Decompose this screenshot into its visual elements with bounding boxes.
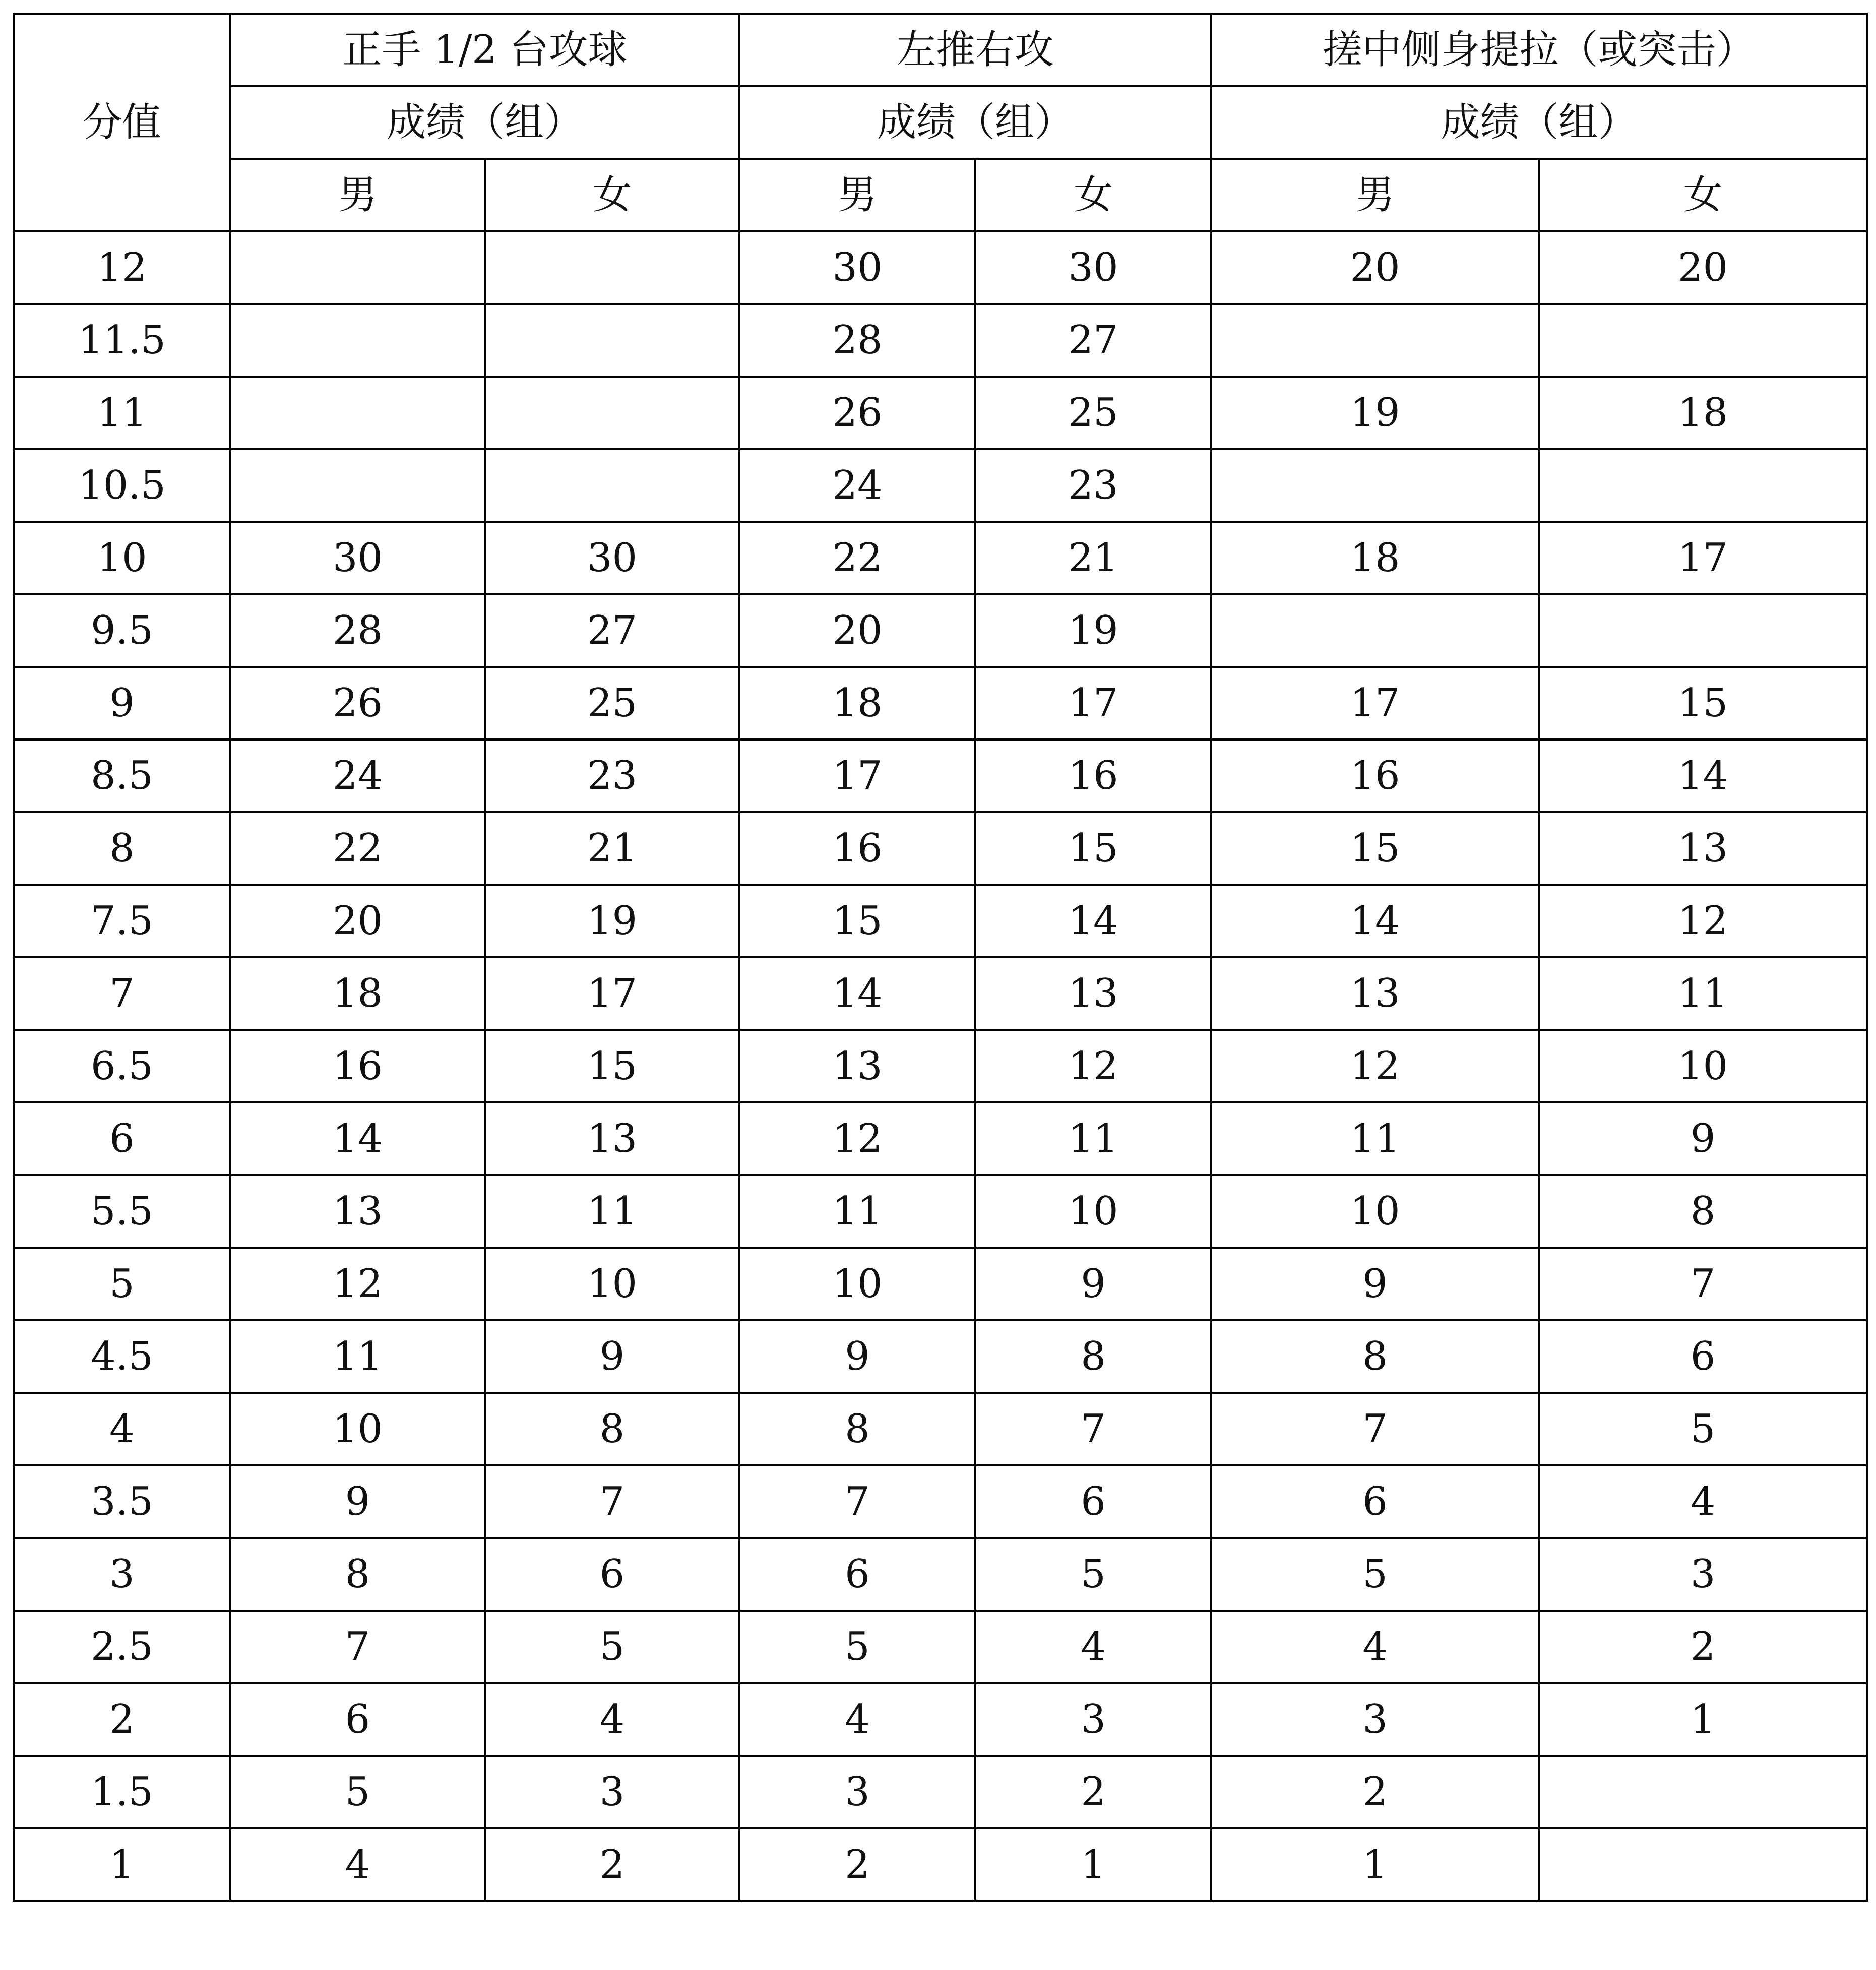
score-cell: 3 [14,1538,230,1611]
score-cell: 8 [14,812,230,885]
result-cell: 6 [485,1538,739,1611]
result-cell [1539,594,1867,667]
result-cell: 9 [739,1320,975,1393]
table-row [14,522,1867,594]
result-cell: 30 [485,522,739,594]
result-cell: 8 [975,1320,1211,1393]
result-cell: 1 [1211,1828,1539,1901]
table-row [14,1756,1867,1828]
gender-label-male: 男 [230,159,485,231]
result-cell: 4 [485,1683,739,1756]
score-cell: 3.5 [14,1465,230,1538]
result-cell: 21 [975,522,1211,594]
result-cell: 7 [1211,1393,1539,1465]
result-cell: 21 [485,812,739,885]
result-cell: 3 [1539,1538,1867,1611]
result-cell: 28 [230,594,485,667]
result-cell: 11 [485,1175,739,1248]
score-cell: 6 [14,1102,230,1175]
result-cell: 1 [975,1828,1211,1901]
result-cell: 13 [1539,812,1867,885]
group-title-forehand: 正手 1/2 台攻球 [230,14,739,86]
result-cell: 7 [230,1611,485,1683]
score-table [13,13,1868,1902]
score-cell: 9.5 [14,594,230,667]
result-cell: 7 [485,1465,739,1538]
table-row [14,1683,1867,1756]
table-row [14,1175,1867,1248]
group-title-push-attack: 左推右攻 [739,14,1211,86]
table-row [14,1248,1867,1320]
score-cell: 4 [14,1393,230,1465]
table-row [14,1320,1867,1393]
score-cell: 10.5 [14,449,230,522]
table-row [14,1465,1867,1538]
result-cell: 11 [1539,957,1867,1030]
header-row-gender [14,159,1867,231]
result-cell: 30 [975,231,1211,304]
group-subtitle-forehand: 成绩（组） [230,86,739,159]
result-cell: 12 [1539,885,1867,957]
result-cell: 8 [230,1538,485,1611]
result-cell: 12 [230,1248,485,1320]
result-cell [230,377,485,449]
result-cell: 19 [1211,377,1539,449]
score-cell: 4.5 [14,1320,230,1393]
result-cell [230,304,485,377]
result-cell: 3 [975,1683,1211,1756]
result-cell: 15 [975,812,1211,885]
result-cell: 4 [230,1828,485,1901]
gender-label-female: 女 [1539,159,1867,231]
result-cell: 15 [1211,812,1539,885]
result-cell: 17 [739,740,975,812]
gender-label-female: 女 [485,159,739,231]
result-cell: 17 [1539,522,1867,594]
result-cell: 28 [739,304,975,377]
result-cell: 11 [975,1102,1211,1175]
score-cell: 1 [14,1828,230,1901]
header-row-titles [14,14,1867,86]
table-row [14,1102,1867,1175]
result-cell: 13 [739,1030,975,1102]
result-cell: 6 [1211,1465,1539,1538]
group-subtitle-push-attack: 成绩（组） [739,86,1211,159]
result-cell: 4 [1211,1611,1539,1683]
result-cell: 1 [1539,1683,1867,1756]
score-cell: 5 [14,1248,230,1320]
result-cell: 12 [975,1030,1211,1102]
result-cell: 13 [485,1102,739,1175]
result-cell: 10 [975,1175,1211,1248]
result-cell: 20 [1539,231,1867,304]
result-cell: 19 [485,885,739,957]
result-cell: 9 [975,1248,1211,1320]
result-cell: 12 [1211,1030,1539,1102]
score-header: 分值 [14,14,230,231]
table-row [14,667,1867,740]
result-cell: 16 [1211,740,1539,812]
gender-label-female: 女 [975,159,1211,231]
table-row [14,1538,1867,1611]
table-row [14,957,1867,1030]
result-cell [1211,304,1539,377]
score-cell: 9 [14,667,230,740]
result-cell: 4 [1539,1465,1867,1538]
result-cell: 2 [739,1828,975,1901]
result-cell: 9 [1539,1102,1867,1175]
table-row [14,594,1867,667]
score-cell: 12 [14,231,230,304]
result-cell: 16 [975,740,1211,812]
result-cell: 14 [1539,740,1867,812]
score-cell: 8.5 [14,740,230,812]
result-cell: 16 [230,1030,485,1102]
result-cell: 2 [1539,1611,1867,1683]
result-cell [1539,449,1867,522]
result-cell: 18 [1539,377,1867,449]
score-cell: 6.5 [14,1030,230,1102]
group-subtitle-chop-lift: 成绩（组） [1211,86,1867,159]
table-row [14,812,1867,885]
result-cell: 30 [230,522,485,594]
result-cell: 20 [739,594,975,667]
score-cell: 2 [14,1683,230,1756]
table-row [14,304,1867,377]
result-cell: 16 [739,812,975,885]
result-cell: 6 [230,1683,485,1756]
result-cell: 26 [739,377,975,449]
result-cell: 5 [975,1538,1211,1611]
result-cell: 6 [975,1465,1211,1538]
score-cell: 7.5 [14,885,230,957]
result-cell: 4 [975,1611,1211,1683]
result-cell: 20 [230,885,485,957]
result-cell: 8 [485,1393,739,1465]
result-cell: 23 [485,740,739,812]
result-cell: 17 [1211,667,1539,740]
result-cell: 18 [739,667,975,740]
result-cell: 25 [485,667,739,740]
result-cell: 10 [1211,1175,1539,1248]
result-cell: 18 [230,957,485,1030]
result-cell: 7 [739,1465,975,1538]
result-cell: 22 [230,812,485,885]
result-cell [1211,449,1539,522]
result-cell: 9 [1211,1248,1539,1320]
result-cell: 2 [975,1756,1211,1828]
result-cell: 12 [739,1102,975,1175]
table-row [14,885,1867,957]
result-cell: 3 [1211,1683,1539,1756]
result-cell: 3 [485,1756,739,1828]
score-cell: 7 [14,957,230,1030]
result-cell: 15 [485,1030,739,1102]
result-cell [485,449,739,522]
result-cell: 27 [975,304,1211,377]
result-cell: 30 [739,231,975,304]
result-cell: 11 [1211,1102,1539,1175]
score-cell: 11.5 [14,304,230,377]
result-cell: 22 [739,522,975,594]
result-cell: 7 [1539,1248,1867,1320]
table-row [14,1828,1867,1901]
result-cell: 19 [975,594,1211,667]
result-cell: 14 [739,957,975,1030]
score-cell: 10 [14,522,230,594]
result-cell: 20 [1211,231,1539,304]
result-cell [485,304,739,377]
result-cell: 14 [975,885,1211,957]
result-cell: 27 [485,594,739,667]
result-cell [485,377,739,449]
result-cell: 5 [1211,1538,1539,1611]
result-cell: 2 [1211,1756,1539,1828]
result-cell [1539,1828,1867,1901]
result-cell [230,449,485,522]
gender-label-male: 男 [739,159,975,231]
result-cell [230,231,485,304]
score-cell: 2.5 [14,1611,230,1683]
result-cell: 10 [485,1248,739,1320]
result-cell: 9 [485,1320,739,1393]
result-cell: 13 [975,957,1211,1030]
result-cell: 26 [230,667,485,740]
result-cell: 5 [739,1611,975,1683]
result-cell [1539,1756,1867,1828]
table-row [14,231,1867,304]
score-cell: 1.5 [14,1756,230,1828]
table-row [14,740,1867,812]
result-cell: 10 [230,1393,485,1465]
result-cell: 25 [975,377,1211,449]
table-row [14,377,1867,449]
table-row [14,449,1867,522]
result-cell: 10 [739,1248,975,1320]
result-cell: 17 [975,667,1211,740]
result-cell: 4 [739,1683,975,1756]
result-cell: 13 [230,1175,485,1248]
result-cell [1211,594,1539,667]
group-title-chop-lift: 搓中侧身提拉（或突击） [1211,14,1867,86]
result-cell: 11 [739,1175,975,1248]
result-cell: 6 [739,1538,975,1611]
result-cell: 8 [1539,1175,1867,1248]
result-cell: 2 [485,1828,739,1901]
result-cell: 17 [485,957,739,1030]
gender-label-male: 男 [1211,159,1539,231]
header-row-subtitles [14,86,1867,159]
result-cell: 9 [230,1465,485,1538]
table-row [14,1611,1867,1683]
result-cell: 14 [1211,885,1539,957]
result-cell: 5 [1539,1393,1867,1465]
result-cell: 13 [1211,957,1539,1030]
table-row [14,1030,1867,1102]
result-cell: 5 [230,1756,485,1828]
result-cell: 11 [230,1320,485,1393]
result-cell: 24 [739,449,975,522]
result-cell: 24 [230,740,485,812]
result-cell: 6 [1539,1320,1867,1393]
result-cell: 14 [230,1102,485,1175]
result-cell [1539,304,1867,377]
score-cell: 11 [14,377,230,449]
result-cell: 23 [975,449,1211,522]
result-cell: 18 [1211,522,1539,594]
result-cell: 8 [739,1393,975,1465]
result-cell: 15 [1539,667,1867,740]
result-cell: 8 [1211,1320,1539,1393]
result-cell: 3 [739,1756,975,1828]
result-cell: 5 [485,1611,739,1683]
result-cell [485,231,739,304]
result-cell: 15 [739,885,975,957]
result-cell: 10 [1539,1030,1867,1102]
result-cell: 7 [975,1393,1211,1465]
table-row [14,1393,1867,1465]
score-cell: 5.5 [14,1175,230,1248]
